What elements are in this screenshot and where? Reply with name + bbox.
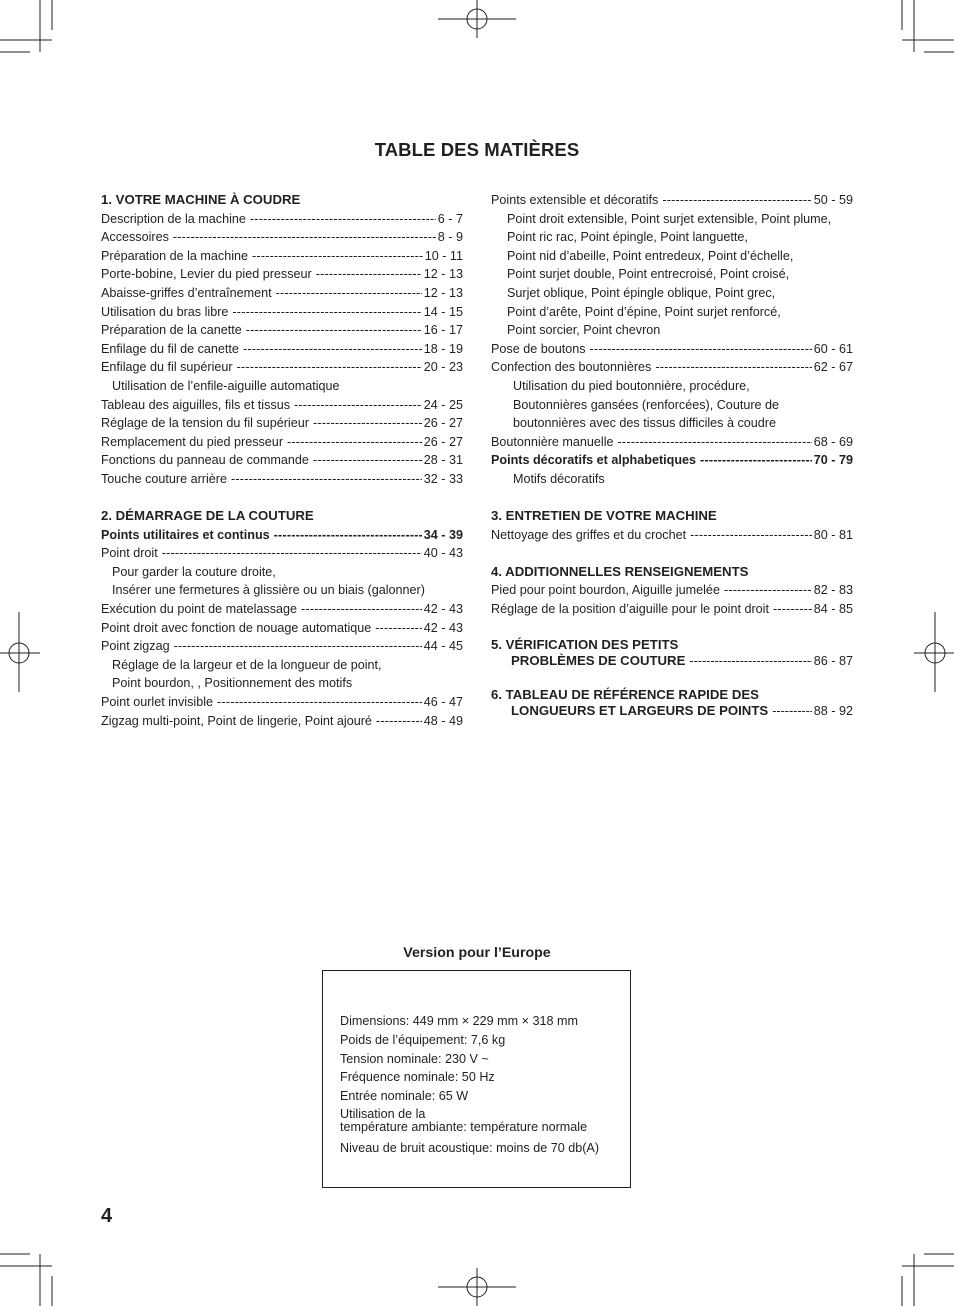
toc-entry [491, 340, 853, 359]
section-heading-line1: 5. VÉRIFICATION DES PETITS [491, 637, 679, 653]
toc-entry-pages: 14 - 15 [423, 304, 463, 319]
toc-entry [101, 693, 463, 712]
toc-entry-pages: 12 - 13 [423, 267, 463, 282]
toc-entry-pages: 26 - 27 [423, 434, 463, 449]
dot-leader [232, 303, 421, 322]
dot-leader [250, 210, 436, 229]
toc-entry-label: Boutonnière manuelle [491, 434, 614, 449]
toc-subentry: Motifs décoratifs [513, 471, 605, 486]
spec-line: Poids de l’équipement: 7,6 kg [340, 1032, 506, 1047]
toc-entry-label: Remplacement du pied presseur [101, 434, 284, 449]
toc-entry [101, 358, 463, 377]
toc-entry-pages: 84 - 85 [813, 602, 853, 617]
toc-entry-label: Enfilage du fil supérieur [101, 360, 233, 375]
toc-entry-pages: 24 - 25 [423, 397, 463, 412]
toc-entry-label: Porte-bobine, Levier du pied presseur [101, 267, 312, 282]
toc-entry-label: Point droit avec fonction de nouage automatique [101, 620, 372, 635]
toc-entry-label: Préparation de la canette [101, 323, 242, 338]
toc-subentry: Surjet oblique, Point épingle oblique, Point grec, [507, 285, 776, 300]
toc-entry-label: Points extensible et décoratifs [491, 193, 659, 207]
dot-leader [376, 712, 422, 731]
toc-entry-label: Pied pour point bourdon, Aiguille jumelée [491, 583, 720, 598]
toc-entry [101, 247, 463, 266]
toc-entry-label: Nettoyage des griffes et du crochet [491, 527, 687, 542]
spec-box [322, 970, 631, 1188]
toc-entry [101, 637, 463, 656]
dot-leader [690, 526, 812, 545]
toc-entry-pages: 80 - 81 [813, 527, 853, 542]
toc-entry [101, 470, 463, 489]
toc-entry-pages: 32 - 33 [423, 471, 463, 486]
dot-leader [689, 653, 811, 669]
toc-subentry: Utilisation de l’enfile-aiguille automatique [112, 378, 340, 393]
toc-entry-pages: 48 - 49 [423, 713, 463, 728]
dot-leader [375, 619, 422, 638]
spacer [491, 544, 853, 563]
spacer [491, 489, 853, 508]
toc-subentry: Point droit extensible, Point surjet extensible, Point plume, [507, 211, 832, 226]
toc-entry-label: Fonctions du panneau de commande [101, 453, 309, 468]
section-heading: 4. ADDITIONNELLES RENSEIGNEMENTS [491, 563, 749, 579]
toc-entry-pages: 10 - 11 [424, 248, 463, 263]
toc-subentry: Point nid d’abeille, Point entredeux, Point d’échelle, [507, 248, 794, 263]
spec-line: Entrée nominale: 65 W [340, 1089, 469, 1104]
toc-entry [491, 600, 853, 619]
dot-leader [276, 284, 422, 303]
section-heading-line2 [491, 653, 853, 669]
section-heading-line2-text: PROBLÈMES DE COUTURE [511, 652, 686, 668]
toc-entry-pages: 44 - 45 [423, 639, 463, 654]
section-heading: 2. DÉMARRAGE DE LA COUTURE [101, 508, 314, 524]
toc-entry [491, 433, 853, 452]
toc-entry [101, 414, 463, 433]
toc-subentry: Réglage de la largeur et de la longueur de point, [112, 657, 382, 672]
spec-line: Tension nominale: 230 V ~ [340, 1051, 489, 1066]
dot-leader [724, 581, 812, 600]
dot-leader [246, 321, 422, 340]
toc-entry [101, 619, 463, 638]
toc-subentry: boutonnières avec des tissus difficiles à coudre [513, 416, 776, 431]
toc-subentry: Boutonnières gansées (renforcées), Couture de [513, 397, 780, 412]
dot-leader [174, 637, 422, 656]
version-title: Version pour l’Europe [403, 945, 551, 961]
spec-line: Utilisation de la température ambiante: température normale [340, 1106, 588, 1135]
dot-leader [655, 358, 811, 377]
dot-leader [294, 396, 422, 415]
toc-entry-label: Pose de boutons [491, 341, 586, 356]
toc-entry-pages: 70 - 79 [813, 453, 853, 468]
toc-entry-pages: 12 - 13 [423, 285, 463, 300]
toc-entry-label: Point droit [101, 546, 158, 561]
toc-entry-pages: 86 - 87 [813, 653, 853, 668]
spec-line: Dimensions: 449 mm × 229 mm × 318 mm [340, 1014, 578, 1028]
toc-entry [491, 526, 853, 545]
dot-leader [237, 358, 422, 377]
toc-entry [491, 191, 853, 210]
dot-leader [252, 247, 423, 266]
section-heading-line2 [491, 703, 853, 719]
section-heading-two-line [491, 687, 853, 719]
dot-leader [231, 470, 422, 489]
toc-right-column [491, 191, 853, 719]
toc-entry-label: Accessoires [101, 230, 169, 245]
toc-entry [101, 712, 463, 731]
toc-entry-pages: 20 - 23 [423, 360, 463, 375]
toc-entry-pages: 18 - 19 [423, 341, 463, 356]
toc-entry-pages: 88 - 92 [813, 703, 853, 718]
toc-entry-label: Préparation de la machine [101, 248, 249, 263]
page-number: 4 [101, 1205, 113, 1227]
toc-entry [101, 340, 463, 359]
toc-entry-pages: 6 - 7 [437, 211, 463, 226]
section-heading: 3. ENTRETIEN DE VOTRE MACHINE [491, 508, 717, 524]
toc-entry [491, 358, 853, 377]
dot-leader [274, 526, 422, 545]
toc-entry [101, 396, 463, 415]
section-heading-two-line [491, 637, 853, 669]
toc-entry-label: Utilisation du bras libre [101, 304, 229, 319]
toc-subentry: Point bourdon, , Positionnement des motifs [112, 676, 353, 691]
dot-leader [313, 414, 422, 433]
dot-leader [243, 340, 422, 359]
toc-entry-label: Exécution du point de matelassage [101, 602, 298, 617]
toc-subentry: Insérer une fermetures à glissière ou un biais (galonner) [112, 583, 425, 598]
toc-entry [101, 544, 463, 563]
toc-entry-label: Confection des boutonnières [491, 360, 652, 375]
toc-entry-pages: 26 - 27 [423, 416, 463, 431]
dot-leader [618, 433, 812, 452]
toc-entry [101, 600, 463, 619]
toc-subentry: Point sorcier, Point chevron [507, 323, 661, 338]
toc-entry-pages: 8 - 9 [437, 230, 463, 245]
dot-leader [662, 191, 811, 210]
dot-leader [590, 340, 812, 359]
toc-entry [101, 303, 463, 322]
toc-subentry: Point surjet double, Point entrecroisé, Point croisé, [507, 267, 790, 282]
toc-entry-label: Touche couture arrière [101, 471, 228, 486]
toc-entry-pages: 42 - 43 [423, 620, 463, 635]
toc-subentry: Point d’arête, Point d’épine, Point surjet renforcé, [507, 304, 781, 319]
toc-entry [101, 284, 463, 303]
toc-entry [101, 210, 463, 229]
toc-entry-label: Enfilage du fil de canette [101, 341, 239, 356]
section-heading-line2-text: LONGUEURS ET LARGEURS DE POINTS [511, 702, 769, 718]
toc-entry [101, 451, 463, 470]
toc-entry-label: Tableau des aiguilles, fils et tissus [101, 397, 291, 412]
dot-leader [173, 228, 436, 247]
page-title: TABLE DES MATIÈRES [374, 139, 580, 160]
toc-entry [101, 433, 463, 452]
toc-entry-label: Point zigzag [101, 639, 170, 654]
section-heading: 1. VOTRE MACHINE À COUDRE [101, 192, 301, 207]
spacer [101, 489, 463, 508]
toc-entry [101, 321, 463, 340]
dot-leader [772, 703, 812, 719]
toc-entry-pages: 60 - 61 [813, 341, 853, 356]
dot-leader [217, 693, 422, 712]
toc-entry-pages: 28 - 31 [423, 453, 463, 468]
toc-entry [101, 265, 463, 284]
toc-entry-pages: 42 - 43 [423, 602, 463, 617]
toc-entry-label: Points décoratifs et alphabetiques [491, 453, 697, 468]
toc-entry-pages: 50 - 59 [813, 193, 853, 207]
spec-line: Fréquence nominale: 50 Hz [340, 1070, 495, 1085]
toc-subentry: Pour garder la couture droite, [112, 564, 276, 579]
toc-subentry: Utilisation du pied boutonnière, procédure, [513, 378, 750, 393]
toc-entry-label: Abaisse-griffes d’entraînement [101, 285, 272, 300]
toc-left-column [101, 191, 463, 730]
section-heading-line1: 6. TABLEAU DE RÉFÉRENCE RAPIDE DES [491, 687, 759, 703]
toc-entry-label: Réglage de la position d’aiguille pour le point droit [491, 602, 769, 617]
toc-entry-label: Point ourlet invisible [101, 695, 214, 710]
spec-line: Niveau de bruit acoustique: moins de 70 db(A) [340, 1140, 600, 1155]
toc-entry-pages: 34 - 39 [423, 527, 463, 542]
toc-entry-pages: 40 - 43 [423, 546, 463, 561]
dot-leader [162, 544, 422, 563]
spacer [491, 669, 853, 688]
dot-leader [316, 265, 422, 284]
spec-list [340, 1012, 599, 1158]
toc-entry-pages: 16 - 17 [423, 323, 463, 338]
toc-entry-pages: 46 - 47 [423, 695, 463, 710]
toc-entry-label: Description de la machine [101, 211, 246, 226]
toc-entry [491, 581, 853, 600]
toc-entry-pages: 68 - 69 [813, 434, 853, 449]
dot-leader [773, 600, 812, 619]
toc-entry-pages: 82 - 83 [813, 583, 853, 598]
toc-entry [491, 451, 853, 470]
toc-entry-label: Zigzag multi-point, Point de lingerie, Point ajouré [101, 713, 372, 728]
toc-entry [101, 526, 463, 545]
dot-leader [287, 433, 422, 452]
toc-entry-label: Réglage de la tension du fil supérieur [101, 416, 309, 431]
toc-subentry: Point ric rac, Point épingle, Point languette, [507, 230, 748, 245]
toc-entry-label: Points utilitaires et continus [101, 527, 270, 542]
toc-entry [101, 228, 463, 247]
dot-leader [313, 451, 422, 470]
toc-entry-pages: 62 - 67 [813, 360, 853, 375]
dot-leader [301, 600, 422, 619]
dot-leader [700, 451, 812, 470]
spacer [491, 619, 853, 638]
